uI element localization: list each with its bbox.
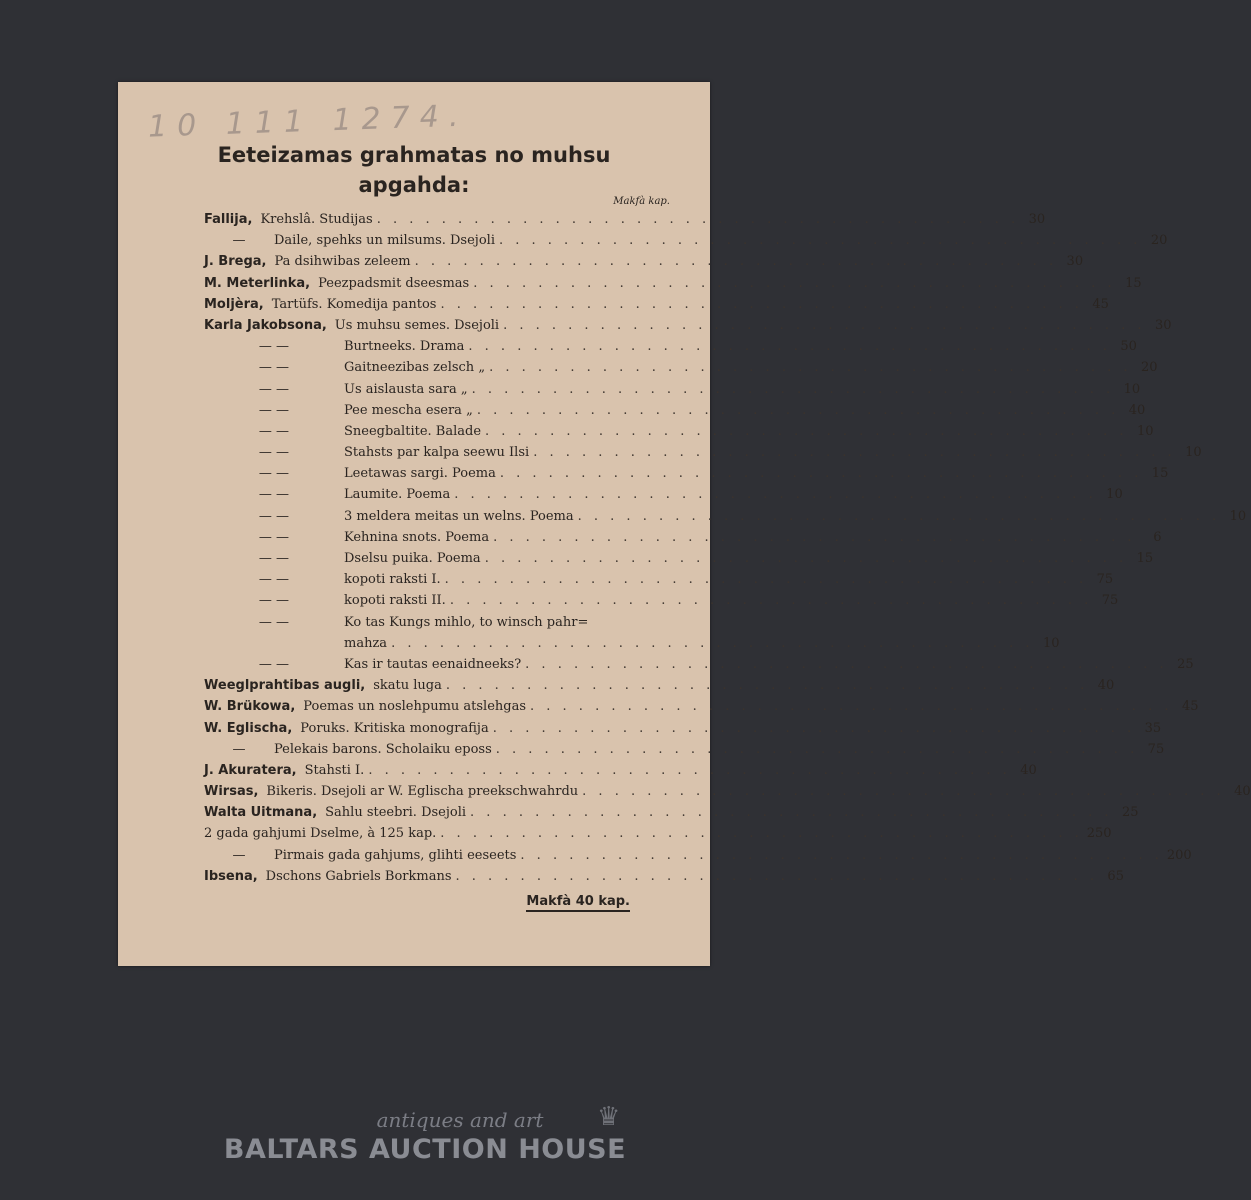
book-title: Us aislausta sara „ [344,381,468,397]
book-title: Sneegbaltite. Balade [344,423,482,439]
book-title: Stahsts par kalpa seewu Ilsi [344,445,530,461]
book-title: Pirmais gada gahjums, glihti eeseets [274,847,517,863]
book-price: 35 [1144,720,1162,736]
ditto-dash: — — [258,423,290,439]
ditto-dash: — — [258,656,290,672]
book-price: 75 [1147,741,1165,757]
book-price: 45 [1092,296,1109,312]
leader-dots: . . . . . . . . . . . . . . . . . . . . . . . . . . . . . . . . . . . . . . . . [476,402,1120,418]
book-title: Pa dsihwibas zeleem [274,254,411,270]
list-item [204,423,1154,445]
book-list [204,212,1251,890]
book-title: Daile, spehks un milsums. Dsejoli [274,233,495,249]
book-price: 45 [1181,699,1199,715]
ditto-dash: — — [258,381,290,397]
ditto-dash: — — [258,508,290,524]
leader-dots: . . . . . . . . . . . . . . . . . . . . . . . . . . . . . . . . . . . . . . . . [499,466,1143,482]
book-author: Wirsas, [204,784,259,800]
book-price: 40 [1128,402,1146,418]
book-price: 40 [1234,784,1251,800]
leader-dots: . . . . . . . . . . . . . . . . . . . . . . . . . . . . . . . . . . . . . . . . [449,593,1093,609]
list-item [204,762,1037,784]
book-author: M. Meterlinka, [204,275,311,291]
title-line-1: Eeteizamas grahmatas no muhsu [217,143,611,167]
book-price: 20 [1150,233,1168,249]
page-title [118,140,710,200]
list-item [204,402,1146,424]
book-price: 10 [1106,487,1123,503]
list-item [204,615,672,636]
ditto-dash: — — [258,593,290,609]
book-title: Sahlu steebri. Dsejoli [325,805,467,821]
leader-dots: . . . . . . . . . . . . . . . . . . . . . . . . . . . . . . . . . . . . . . . . [485,423,1128,439]
price-column-header: Makfà kap. [613,196,670,207]
book-price: 30 [1066,254,1084,270]
leader-dots: . . . . . . . . . . . . . . . . . . . . . . . . . . . . . . . . . . . . . . . . [533,445,1176,461]
list-item [204,339,1137,360]
leader-dots: . . . . . . . . . . . . . . . . . . . . . . . . . . . . . . . . . . . . . . . . [440,826,1083,842]
ditto-dash: — [232,741,246,757]
list-item [204,360,1158,381]
leader-dots: . . . . . . . . . . . . . . . . . . . . . . . . . . . . . . . . . . . . . . . . [468,339,1111,355]
leader-dots: . . . . . . . . . . . . . . . . . . . . . . . . . . . . . . . . . . . . . . . . [440,296,1083,312]
book-title: kopoti raksti II. [344,593,446,609]
leader-dots: . . . . . . . . . . . . . . . . . . . . . . . . . . . . . . . . . . . . . . . . [376,212,1020,227]
book-price: 20 [1140,360,1158,376]
book-title: Dschons Gabriels Borkmans [265,868,452,884]
leader-dots: . . . . . . . . . . . . . . . . . . . . . . . . . . . . . . . . . . . . . . . . [492,720,1136,736]
leader-dots: . . . . . . . . . . . . . . . . . . . . . . . . . . . . . . . . . . . . . . . . [391,635,1034,651]
watermark [0,1108,850,1165]
watermark-subtitle: antiques and art [376,1108,544,1132]
leader-dots: . . . . . . . . . . . . . . . . . . . . . . . . . . . . . . . . . . . . . . . . [368,762,1011,778]
list-item [204,656,1194,678]
book-author: W. Eglischa, [204,720,293,736]
book-title: Us muhsu semes. Dsejoli [334,317,500,333]
leader-dots: . . . . . . . . . . . . . . . . . . . . . . . . . . . . . . . . . . . . . . . . [503,317,1146,333]
ditto-dash: — — [258,487,290,503]
book-price: 10 [1042,635,1060,651]
leader-dots: . . . . . . . . . . . . . . . . . . . . . . . . . . . . . . . . . . . . . . . . [493,529,1136,545]
book-title: Krehslâ. Studijas [260,212,373,227]
book-author: Fallija, [204,212,253,227]
book-title: Laumite. Poema [344,487,451,503]
book-author: Walta Uitmana, [204,805,318,821]
ditto-dash: — — [258,360,290,376]
list-item [204,233,1168,254]
list-item [204,212,1046,233]
list-item [204,275,1142,297]
list-item [204,635,1060,657]
book-title: skatu luga [373,678,442,694]
list-item [204,741,1165,763]
leader-dots: . . . . . . . . . . . . . . . . . . . . . . . . . . . . . . . . . . . . . . . . [577,508,1221,524]
book-price: 40 [1097,678,1115,694]
book-author: W. Brükowa, [204,699,296,715]
book-price: 10 [1123,381,1141,397]
ditto-dash: — — [258,614,290,630]
book-price: 50 [1120,339,1137,355]
list-item [204,529,1162,551]
list-item [204,826,1112,847]
book-price: 40 [1020,762,1037,778]
book-title: Bikeris. Dsejoli ar W. Eglischa preekschwahrdu [266,784,579,800]
list-item [204,784,1251,805]
footer-price: Makfà 40 kap. [526,894,630,912]
book-price: 30 [1155,317,1172,333]
book-price: 10 [1136,423,1154,439]
leader-dots: . . . . . . . . . . . . . . . . . . . . . . . . . . . . . . . . . . . . . . . . [484,551,1128,566]
book-title: Kehnina snots. Poema [344,529,490,545]
book-title: Gaitneezibas zelsch „ [344,360,486,376]
book-price: 75 [1096,572,1114,588]
leader-dots: . . . . . . . . . . . . . . . . . . . . . . . . . . . . . . . . . . . . . . . . [489,360,1132,376]
list-item [204,678,1115,699]
leader-dots: . . . . . . . . . . . . . . . . . . . . . . . . . . . . . . . . . . . . . . . . [445,678,1089,694]
ditto-dash: — — [258,339,290,355]
list-item [204,805,1139,826]
book-price: 10 [1229,508,1247,524]
handwritten-note: 10 111 1274. [147,98,469,145]
book-price: 30 [1028,212,1046,227]
leader-dots: . . . . . . . . . . . . . . . . . . . . . . . . . . . . . . . . . . . . . . . . [455,868,1098,884]
book-price: 15 [1125,275,1142,291]
book-price: 15 [1151,466,1169,482]
ditto-dash: — — [258,551,290,566]
leader-dots: . . . . . . . . . . . . . . . . . . . . . . . . . . . . . . . . . . . . . . . . [495,741,1139,757]
document-page [118,82,1251,966]
list-item [204,381,1141,403]
leader-dots: . . . . . . . . . . . . . . . . . . . . . . . . . . . . . . . . . . . . . . . . [444,572,1088,588]
list-item [204,847,1192,869]
list-item [204,508,1247,530]
book-author: Karla Jakobsona, [204,317,327,333]
book-price: 10 [1185,445,1202,461]
book-title: Ko tas Kungs mihlo, to winsch pahr= [344,614,589,630]
book-title: Tartüfs. Komedija pantos [271,296,437,312]
leader-dots: . . . . . . . . . . . . . . . . . . . . . . . . . . . . . . . . . . . . . . . . [520,847,1163,863]
ditto-dash: — — [258,572,290,588]
book-title: Poruks. Kritiska monografija [300,720,489,736]
list-item [204,593,1119,614]
leader-dots: . . . . . . . . . . . . . . . . . . . . . . . . . . . . . . . . . . . . . . . . [471,381,1115,397]
leader-dots: . . . . . . . . . . . . . . . . . . . . . . . . . . . . . . . . . . . . . . . . [473,275,1116,291]
ditto-dash: — [232,233,246,249]
list-item [204,487,1123,508]
book-price: 65 [1107,868,1124,884]
list-item [204,296,1109,318]
watermark-title: BALTARS AUCTION HOUSE [223,1134,627,1165]
book-title: Dselsu puika. Poema [344,551,481,566]
book-title: kopoti raksti I. [344,572,441,588]
book-price: 25 [1177,656,1194,672]
leader-dots: . . . . . . . . . . . . . . . . . . . . . . . . . . . . . . . . . . . . . . . . [498,233,1142,249]
book-title: Pee mescha esera „ [344,402,473,418]
book-title: Leetawas sargi. Poema [344,466,496,482]
book-title: Poemas un noslehpumu atslehgas [303,699,527,715]
leader-dots: . . . . . . . . . . . . . . . . . . . . . . . . . . . . . . . . . . . . . . . . [470,805,1113,821]
book-price: 6 [1153,529,1162,545]
book-title: 2 gada gahjumi Dselme, à 125 kap. [204,826,437,842]
list-item [204,699,1199,720]
list-item [204,868,1124,890]
book-author: J. Brega, [204,254,267,270]
ditto-dash: — — [258,466,290,482]
book-author: Weeglprahtibas augli, [204,678,366,694]
leader-dots: . . . . . . . . . . . . . . . . . . . . . . . . . . . . . . . . . . . . . . . . [525,656,1168,672]
list-item [204,254,1084,275]
leader-dots: . . . . . . . . . . . . . . . . . . . . . . . . . . . . . . . . . . . . . . . . [582,784,1225,800]
book-price: 250 [1086,826,1112,842]
ditto-dash: — — [258,529,290,545]
book-title: Burtneeks. Drama [344,339,465,355]
leader-dots: . . . . . . . . . . . . . . . . . . . . . . . . . . . . . . . . . . . . . . . . [414,254,1058,270]
book-title: Stahsti I. [304,762,365,778]
book-price: 75 [1101,593,1119,609]
leader-dots: . . . . . . . . . . . . . . . . . . . . . . . . . . . . . . . . . . . . . . . . [530,699,1173,715]
book-title: Peezpadsmit dseesmas [318,275,470,291]
ditto-dash: — [232,847,246,863]
crown-icon: ♛ [597,1102,621,1132]
list-item [204,551,1154,572]
book-title: Pelekais barons. Scholaiku eposs [274,741,492,757]
book-price: 200 [1166,847,1192,863]
list-item [204,445,1202,466]
list-item [204,720,1162,742]
book-title: 3 meldera meitas un welns. Poema [344,508,574,524]
book-price: 15 [1136,551,1154,566]
title-line-2: apgahda: [358,173,470,197]
book-title: Kas ir tautas eenaidneeks? [344,656,522,672]
ditto-dash: — — [258,445,290,461]
list-item [204,572,1114,593]
ditto-dash: — — [258,402,290,418]
book-author: Ibsena, [204,868,258,884]
list-item [204,466,1169,487]
book-author: J. Akuratera, [204,762,297,778]
book-author: Moljèra, [204,296,264,312]
book-price: 25 [1121,805,1139,821]
list-item [204,317,1172,339]
book-title: mahza [344,635,388,651]
leader-dots: . . . . . . . . . . . . . . . . . . . . . . . . . . . . . . . . . . . . . . . . [454,487,1097,503]
